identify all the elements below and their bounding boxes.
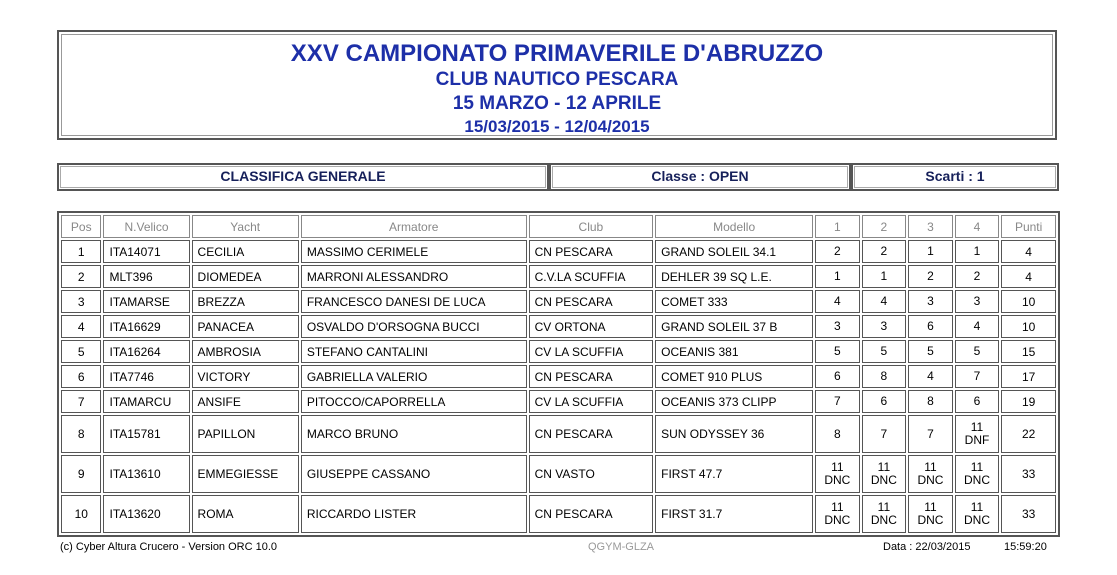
col-pos: Pos bbox=[61, 215, 101, 238]
cell-punti: 33 bbox=[1001, 495, 1056, 533]
cell-armatore: GIUSEPPE CASSANO bbox=[301, 455, 527, 493]
cell-modello: OCEANIS 373 CLIPP bbox=[655, 390, 813, 413]
cell-punti: 22 bbox=[1001, 415, 1056, 453]
cell-race-4 bbox=[955, 340, 1000, 363]
cell-velico: ITA13620 bbox=[103, 495, 189, 533]
cell-modello: GRAND SOLEIL 37 B bbox=[655, 315, 813, 338]
col-velico: N.Velico bbox=[103, 215, 189, 238]
cell-race-4 bbox=[955, 290, 1000, 313]
cell-modello: FIRST 31.7 bbox=[655, 495, 813, 533]
cell-modello: DEHLER 39 SQ L.E. bbox=[655, 265, 813, 288]
race-score: 1 bbox=[973, 244, 981, 258]
cell-race-2 bbox=[862, 365, 907, 388]
cell-yacht: ROMA bbox=[192, 495, 299, 533]
race-score: 4 bbox=[834, 294, 841, 308]
race-score: 6 bbox=[973, 394, 981, 408]
cell-race-2 bbox=[862, 315, 907, 338]
col-race-3: 3 bbox=[908, 215, 953, 238]
cell-pos: 10 bbox=[61, 495, 101, 533]
race-score: 6 bbox=[834, 369, 841, 383]
cell-race-1 bbox=[815, 240, 860, 263]
cell-yacht: ANSIFE bbox=[192, 390, 299, 413]
cell-race-4 bbox=[955, 495, 1000, 533]
table-row bbox=[61, 455, 1056, 493]
table-row bbox=[61, 240, 1056, 263]
table-row bbox=[61, 315, 1056, 338]
race-score: 4 bbox=[927, 369, 934, 383]
cell-race-4 bbox=[955, 240, 1000, 263]
cell-punti: 19 bbox=[1001, 390, 1056, 413]
cell-yacht: PANACEA bbox=[192, 315, 299, 338]
cell-modello: SUN ODYSSEY 36 bbox=[655, 415, 813, 453]
cell-punti: 4 bbox=[1001, 265, 1056, 288]
cell-velico: ITA13610 bbox=[103, 455, 189, 493]
cell-modello: COMET 333 bbox=[655, 290, 813, 313]
col-race-1: 1 bbox=[815, 215, 860, 238]
cell-velico: ITA7746 bbox=[103, 365, 189, 388]
cell-punti: 15 bbox=[1001, 340, 1056, 363]
cell-punti: 10 bbox=[1001, 315, 1056, 338]
cell-pos: 7 bbox=[61, 390, 101, 413]
cell-race-2 bbox=[862, 495, 907, 533]
cell-club: CV ORTONA bbox=[529, 315, 654, 338]
cell-race-1 bbox=[815, 290, 860, 313]
race-score: 5 bbox=[927, 344, 934, 358]
cell-race-1 bbox=[815, 495, 860, 533]
print-date: Data : 22/03/2015 bbox=[883, 541, 971, 553]
cell-race-3 bbox=[908, 390, 953, 413]
race-code: DNC bbox=[963, 513, 990, 527]
table-header-row bbox=[61, 215, 1056, 238]
table-row bbox=[61, 340, 1056, 363]
cell-club: CN PESCARA bbox=[529, 415, 654, 453]
cell-race-4 bbox=[955, 315, 1000, 338]
cell-race-1 bbox=[815, 340, 860, 363]
table-row bbox=[61, 390, 1056, 413]
cell-race-1 bbox=[815, 365, 860, 388]
cell-yacht: CECILIA bbox=[192, 240, 299, 263]
race-score: 5 bbox=[834, 344, 841, 358]
cell-club: CV LA SCUFFIA bbox=[529, 340, 654, 363]
cell-punti: 17 bbox=[1001, 365, 1056, 388]
cell-armatore: GABRIELLA VALERIO bbox=[301, 365, 527, 388]
cell-punti: 10 bbox=[1001, 290, 1056, 313]
cell-modello: GRAND SOLEIL 34.1 bbox=[655, 240, 813, 263]
cell-velico: ITAMARSE bbox=[103, 290, 189, 313]
race-score: 11 bbox=[924, 460, 937, 474]
cell-race-3 bbox=[908, 455, 953, 493]
cell-modello: OCEANIS 381 bbox=[655, 340, 813, 363]
col-armatore: Armatore bbox=[301, 215, 527, 238]
cell-modello: FIRST 47.7 bbox=[655, 455, 813, 493]
cell-race-2 bbox=[862, 455, 907, 493]
race-score: 8 bbox=[927, 394, 934, 408]
cell-race-4 bbox=[955, 455, 1000, 493]
cell-race-2 bbox=[862, 390, 907, 413]
race-code: DNC bbox=[824, 473, 851, 487]
cell-velico: ITA14071 bbox=[103, 240, 189, 263]
classe-label: Classe : OPEN bbox=[651, 168, 749, 184]
results-body bbox=[61, 240, 1056, 533]
cell-race-1 bbox=[815, 390, 860, 413]
software-credit: (c) Cyber Altura Crucero - Version ORC 10.0 bbox=[60, 541, 278, 553]
race-score: 6 bbox=[927, 319, 934, 333]
cell-armatore: MARCO BRUNO bbox=[301, 415, 527, 453]
cell-race-1 bbox=[815, 315, 860, 338]
event-title: XXV CAMPIONATO PRIMAVERILE D'ABRUZZO bbox=[290, 40, 824, 67]
race-score: 11 bbox=[924, 500, 937, 514]
cell-punti: 4 bbox=[1001, 240, 1056, 263]
cell-race-3 bbox=[908, 265, 953, 288]
cell-race-1 bbox=[815, 265, 860, 288]
col-yacht: Yacht bbox=[192, 215, 299, 238]
club-name: CLUB NAUTICO PESCARA bbox=[435, 69, 679, 90]
cell-velico: MLT396 bbox=[103, 265, 189, 288]
header-box bbox=[57, 30, 1057, 140]
race-code: DNC bbox=[870, 513, 897, 527]
cell-armatore: RICCARDO LISTER bbox=[301, 495, 527, 533]
race-code: DNC bbox=[963, 473, 990, 487]
cell-velico: ITA16629 bbox=[103, 315, 189, 338]
cell-club: CN PESCARA bbox=[529, 240, 654, 263]
race-score: 7 bbox=[927, 426, 934, 441]
cell-armatore: MASSIMO CERIMELE bbox=[301, 240, 527, 263]
cell-armatore: FRANCESCO DANESI DE LUCA bbox=[301, 290, 527, 313]
cell-race-1 bbox=[815, 415, 860, 453]
cell-race-3 bbox=[908, 365, 953, 388]
race-score: 1 bbox=[880, 269, 888, 283]
classifica-label: CLASSIFICA GENERALE bbox=[220, 168, 386, 184]
cell-club: CN PESCARA bbox=[529, 495, 654, 533]
table-row bbox=[61, 265, 1056, 288]
cell-armatore: OSVALDO D'ORSOGNA BUCCI bbox=[301, 315, 527, 338]
race-score: 8 bbox=[880, 369, 888, 383]
cell-race-2 bbox=[862, 340, 907, 363]
race-score: 2 bbox=[880, 244, 888, 258]
race-score: 3 bbox=[880, 319, 888, 333]
race-score: 2 bbox=[973, 269, 981, 283]
cell-armatore: MARRONI ALESSANDRO bbox=[301, 265, 527, 288]
cell-pos: 1 bbox=[61, 240, 101, 263]
race-score: 1 bbox=[927, 244, 934, 258]
race-score: 2 bbox=[834, 244, 841, 258]
race-score: 5 bbox=[880, 344, 888, 358]
cell-club: CN PESCARA bbox=[529, 365, 654, 388]
col-punti: Punti bbox=[1001, 215, 1056, 238]
cell-race-2 bbox=[862, 290, 907, 313]
race-score: 4 bbox=[880, 294, 888, 308]
col-club: Club bbox=[529, 215, 654, 238]
print-time: 15:59:20 bbox=[1004, 541, 1047, 553]
race-score: 11 bbox=[831, 500, 844, 514]
race-code: DNF bbox=[964, 433, 990, 447]
race-code: DNC bbox=[917, 513, 944, 527]
table-row bbox=[61, 495, 1056, 533]
cell-yacht: PAPILLON bbox=[192, 415, 299, 453]
race-score: 7 bbox=[834, 394, 841, 408]
cell-race-4 bbox=[955, 365, 1000, 388]
race-score: 5 bbox=[973, 344, 981, 358]
race-score: 11 bbox=[877, 460, 891, 474]
race-score: 1 bbox=[834, 269, 841, 283]
race-code: DNC bbox=[917, 473, 944, 487]
info-bar bbox=[57, 163, 1059, 191]
cell-club: CN PESCARA bbox=[529, 290, 654, 313]
race-code: DNC bbox=[824, 513, 851, 527]
scarti-cell bbox=[851, 163, 1059, 191]
cell-race-2 bbox=[862, 415, 907, 453]
cell-punti: 33 bbox=[1001, 455, 1056, 493]
race-score: 11 bbox=[970, 420, 984, 434]
event-dates: 15/03/2015 - 12/04/2015 bbox=[464, 117, 650, 136]
cell-race-3 bbox=[908, 415, 953, 453]
race-score: 7 bbox=[880, 426, 888, 441]
cell-club: CV LA SCUFFIA bbox=[529, 390, 654, 413]
race-score: 7 bbox=[973, 369, 981, 383]
cell-club: C.V.LA SCUFFIA bbox=[529, 265, 654, 288]
race-score: 3 bbox=[973, 294, 981, 308]
doc-code: QGYM-GLZA bbox=[588, 541, 655, 553]
cell-velico: ITA16264 bbox=[103, 340, 189, 363]
cell-yacht: DIOMEDEA bbox=[192, 265, 299, 288]
cell-race-1 bbox=[815, 455, 860, 493]
cell-pos: 6 bbox=[61, 365, 101, 388]
classifica-cell bbox=[57, 163, 549, 191]
cell-race-2 bbox=[862, 265, 907, 288]
race-score: 11 bbox=[970, 460, 984, 474]
cell-yacht: BREZZA bbox=[192, 290, 299, 313]
race-score: 3 bbox=[927, 294, 934, 308]
results-table bbox=[57, 211, 1060, 537]
cell-race-3 bbox=[908, 240, 953, 263]
cell-pos: 3 bbox=[61, 290, 101, 313]
cell-yacht: EMMEGIESSE bbox=[192, 455, 299, 493]
race-score: 3 bbox=[834, 319, 841, 333]
race-score: 6 bbox=[880, 394, 888, 408]
cell-race-3 bbox=[908, 290, 953, 313]
cell-yacht: AMBROSIA bbox=[192, 340, 299, 363]
cell-armatore: STEFANO CANTALINI bbox=[301, 340, 527, 363]
col-race-2: 2 bbox=[862, 215, 907, 238]
scarti-label: Scarti : 1 bbox=[925, 168, 985, 184]
race-code: DNC bbox=[870, 473, 897, 487]
race-score: 11 bbox=[831, 460, 844, 474]
cell-club: CN VASTO bbox=[529, 455, 654, 493]
race-score: 2 bbox=[927, 269, 934, 283]
table-row bbox=[61, 415, 1056, 453]
header-inner bbox=[61, 34, 1053, 136]
col-modello: Modello bbox=[655, 215, 813, 238]
cell-pos: 9 bbox=[61, 455, 101, 493]
cell-race-3 bbox=[908, 495, 953, 533]
cell-race-3 bbox=[908, 315, 953, 338]
cell-velico: ITA15781 bbox=[103, 415, 189, 453]
race-score: 8 bbox=[834, 426, 841, 441]
cell-pos: 2 bbox=[61, 265, 101, 288]
event-period: 15 MARZO - 12 APRILE bbox=[452, 93, 662, 114]
race-score: 4 bbox=[973, 319, 981, 333]
cell-pos: 5 bbox=[61, 340, 101, 363]
table-row bbox=[61, 365, 1056, 388]
race-score: 11 bbox=[970, 500, 984, 514]
classe-cell bbox=[549, 163, 851, 191]
cell-race-3 bbox=[908, 340, 953, 363]
cell-velico: ITAMARCU bbox=[103, 390, 189, 413]
cell-yacht: VICTORY bbox=[192, 365, 299, 388]
race-score: 11 bbox=[877, 500, 891, 514]
col-race-4: 4 bbox=[955, 215, 1000, 238]
cell-armatore: PITOCCO/CAPORRELLA bbox=[301, 390, 527, 413]
cell-race-4 bbox=[955, 265, 1000, 288]
cell-race-4 bbox=[955, 415, 1000, 453]
cell-race-2 bbox=[862, 240, 907, 263]
cell-pos: 8 bbox=[61, 415, 101, 453]
cell-pos: 4 bbox=[61, 315, 101, 338]
cell-race-4 bbox=[955, 390, 1000, 413]
table-row bbox=[61, 290, 1056, 313]
cell-modello: COMET 910 PLUS bbox=[655, 365, 813, 388]
